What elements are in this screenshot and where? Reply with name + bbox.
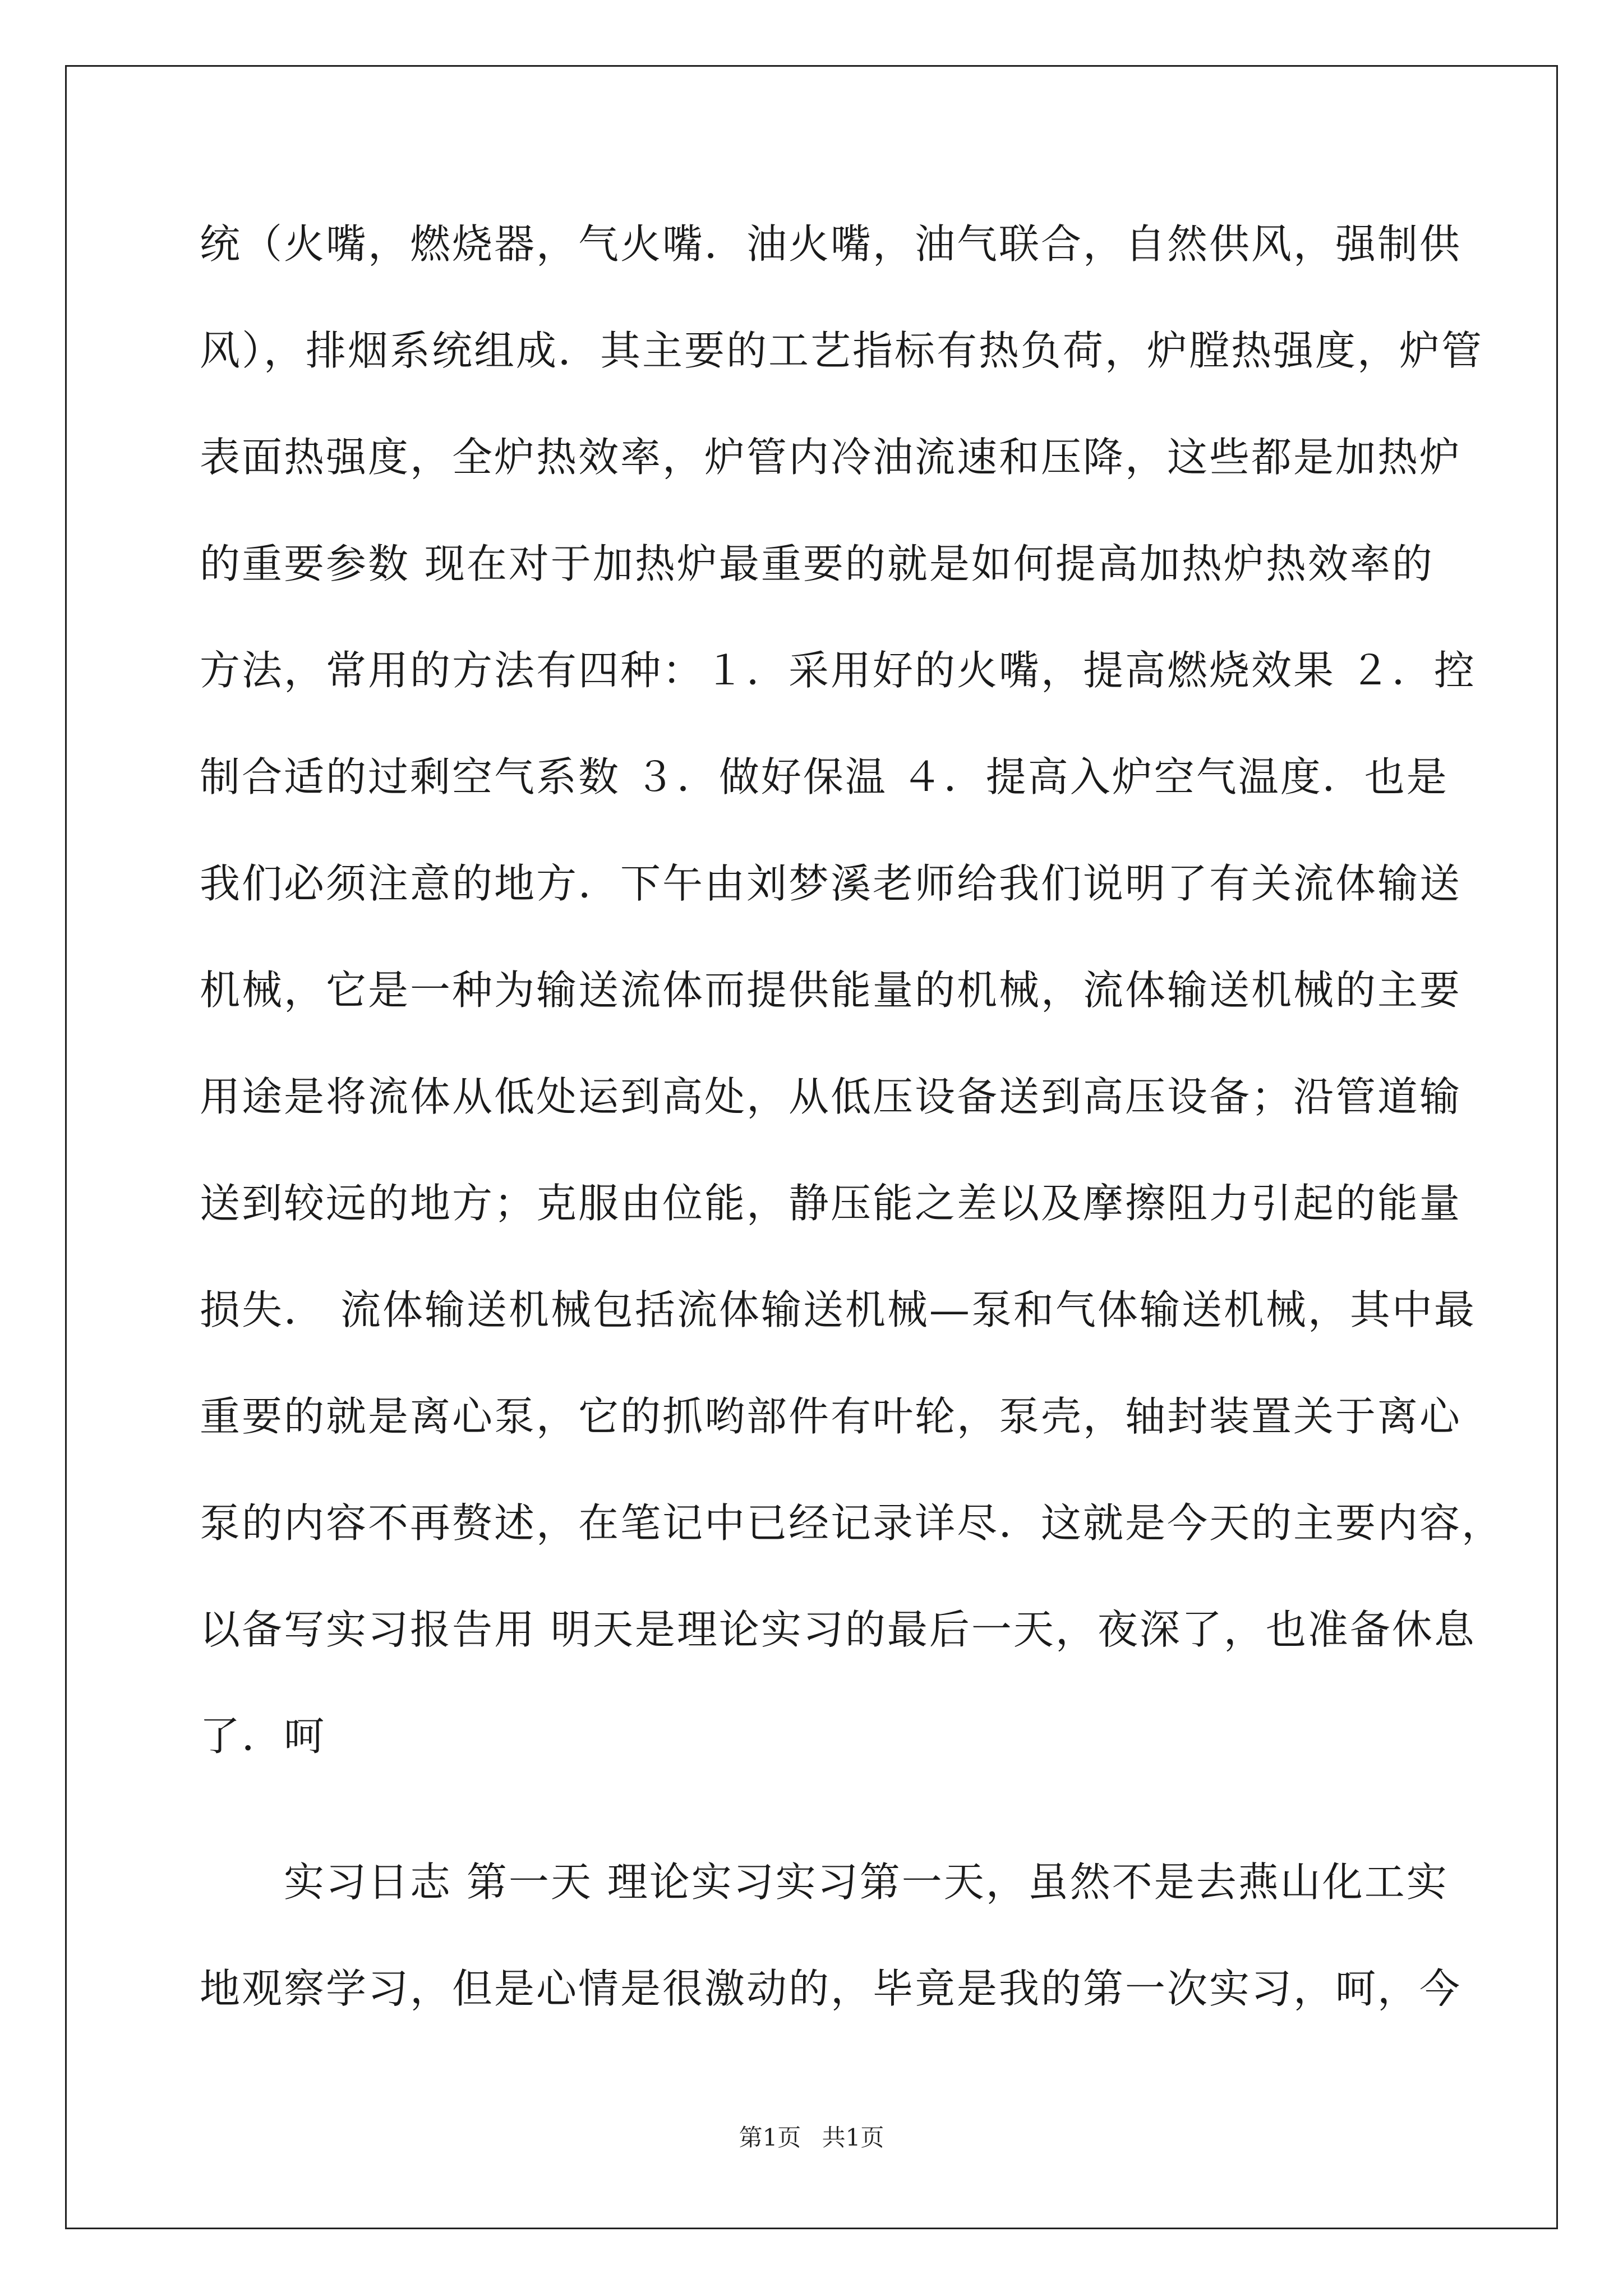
document-body: [200, 213, 1504, 2064]
paragraph-1: [200, 213, 1504, 1812]
page-total: 共1页: [822, 2124, 884, 2151]
page-footer: [0, 2119, 1623, 2153]
text-line: 地观察学习，但是心情是很激动的，毕竟是我的第一次实习，呵，今: [200, 1965, 1462, 2012]
text-line: 实习日志 第一天 理论实习实习第一天，虽然不是去燕山化工实: [284, 1858, 1449, 1906]
text-line: 用途是将流体从低处运到高处，从低压设备送到高压设备；沿管道输: [200, 1073, 1462, 1120]
text-line: 了．呵: [200, 1713, 326, 1760]
text-line: 泵的内容不再赘述，在笔记中已经记录详尽．这就是今天的主要内容，: [200, 1499, 1504, 1547]
text-line: 重要的就是离心泵，它的抓哟部件有叶轮，泵壳，轴封装置关于离心: [200, 1393, 1462, 1440]
text-line: 机械，它是一种为输送流体而提供能量的机械，流体输送机械的主要: [200, 967, 1462, 1014]
text-line: 统（火嘴，燃烧器，气火嘴．油火嘴，油气联合，自然供风，强制供: [200, 220, 1462, 268]
text-line: 的重要参数 现在对于加热炉最重要的就是如何提高加热炉热效率的: [200, 540, 1434, 587]
text-line: 制合适的过剩空气系数 ３．做好保温 ４．提高入炉空气温度．也是: [200, 753, 1449, 800]
text-line: 以备写实习报告用 明天是理论实习的最后一天，夜深了，也准备休息: [200, 1606, 1476, 1653]
text-line: 表面热强度，全炉热效率，炉管内冷油流速和压降，这些都是加热炉: [200, 434, 1462, 481]
paragraph-2: [200, 1851, 1462, 2064]
text-line: 方法，常用的方法有四种：１．采用好的火嘴，提高燃烧效果 ２．控: [200, 647, 1476, 694]
text-line: 风），排烟系统组成．其主要的工艺指标有热负荷，炉膛热强度，炉管: [200, 327, 1484, 374]
text-line: 损失． 流体输送机械包括流体输送机械—泵和气体输送机械，其中最: [200, 1286, 1476, 1333]
text-line: 送到较远的地方；克服由位能，静压能之差以及摩擦阻力引起的能量: [200, 1180, 1462, 1227]
text-line: 我们必须注意的地方．下午由刘梦溪老师给我们说明了有关流体输送: [200, 860, 1462, 907]
paragraph-spacer: [200, 1812, 1433, 1851]
page-number: 第1页: [739, 2124, 801, 2151]
